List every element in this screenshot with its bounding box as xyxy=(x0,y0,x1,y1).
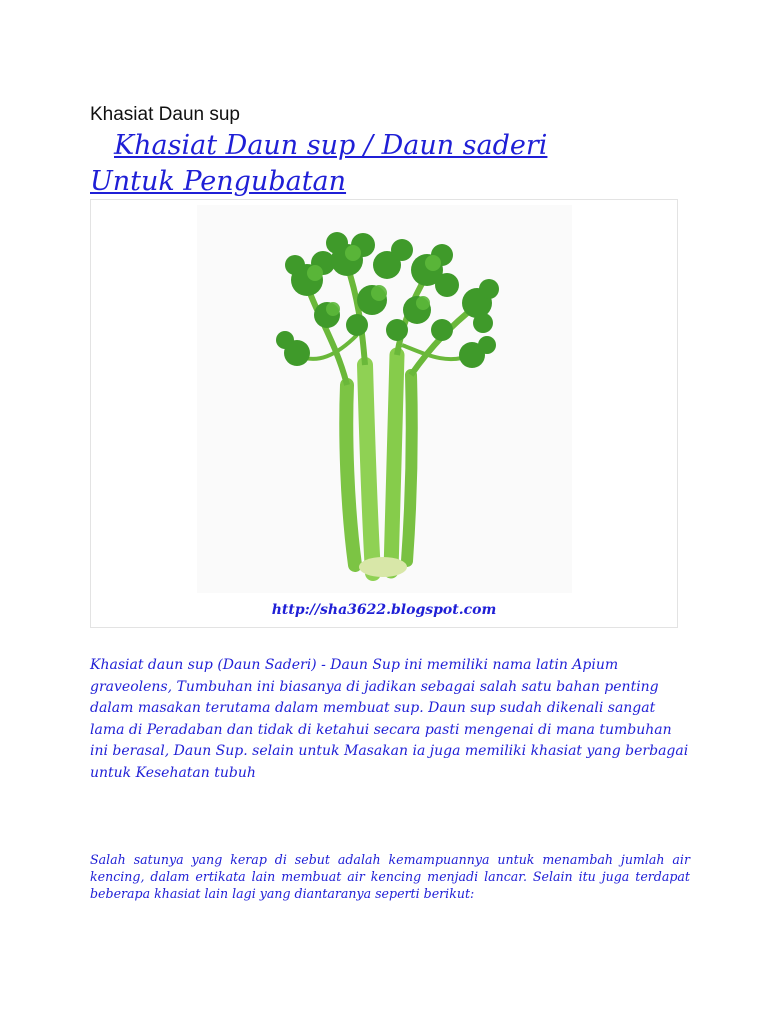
intro-paragraph: Khasiat daun sup (Daun Saderi) - Daun Sup ini memiliki nama latin Apium graveolens, Tumbuhan ini biasanya di jadikan sebagai salah satu bahan penting dalam masakan terutama dalam membuat sup. Daun sup sudah dikenali sangat lama di Peradaban dan tidak di ketahui secara pasti mengenai di mana tumbuhan ini berasal, Daun Sup. selain untuk Masakan ia juga memiliki khasiat yang berbagai untuk Kesehatan tubuh xyxy=(90,657,689,781)
article-heading-link[interactable] xyxy=(90,128,690,200)
celery-photo xyxy=(197,205,572,593)
heading-line-1[interactable]: Khasiat Daun sup / Daun saderi xyxy=(114,130,548,161)
document-title: Khasiat Daun sup xyxy=(90,104,240,125)
heading-line-2[interactable]: Untuk Pengubatan xyxy=(90,166,347,197)
benefits-paragraph: Salah satunya yang kerap di sebut adalah kemampuannya untuk menambah jumlah air kencing, dalam ertikata lain membuat air kencing menjadi lancar. Selain itu juga terdapat beberapa khasiat lain lagi yang diantaranya seperti berikut: xyxy=(90,852,690,901)
figure-caption-link[interactable]: http://sha3622.blogspot.com xyxy=(271,602,497,618)
